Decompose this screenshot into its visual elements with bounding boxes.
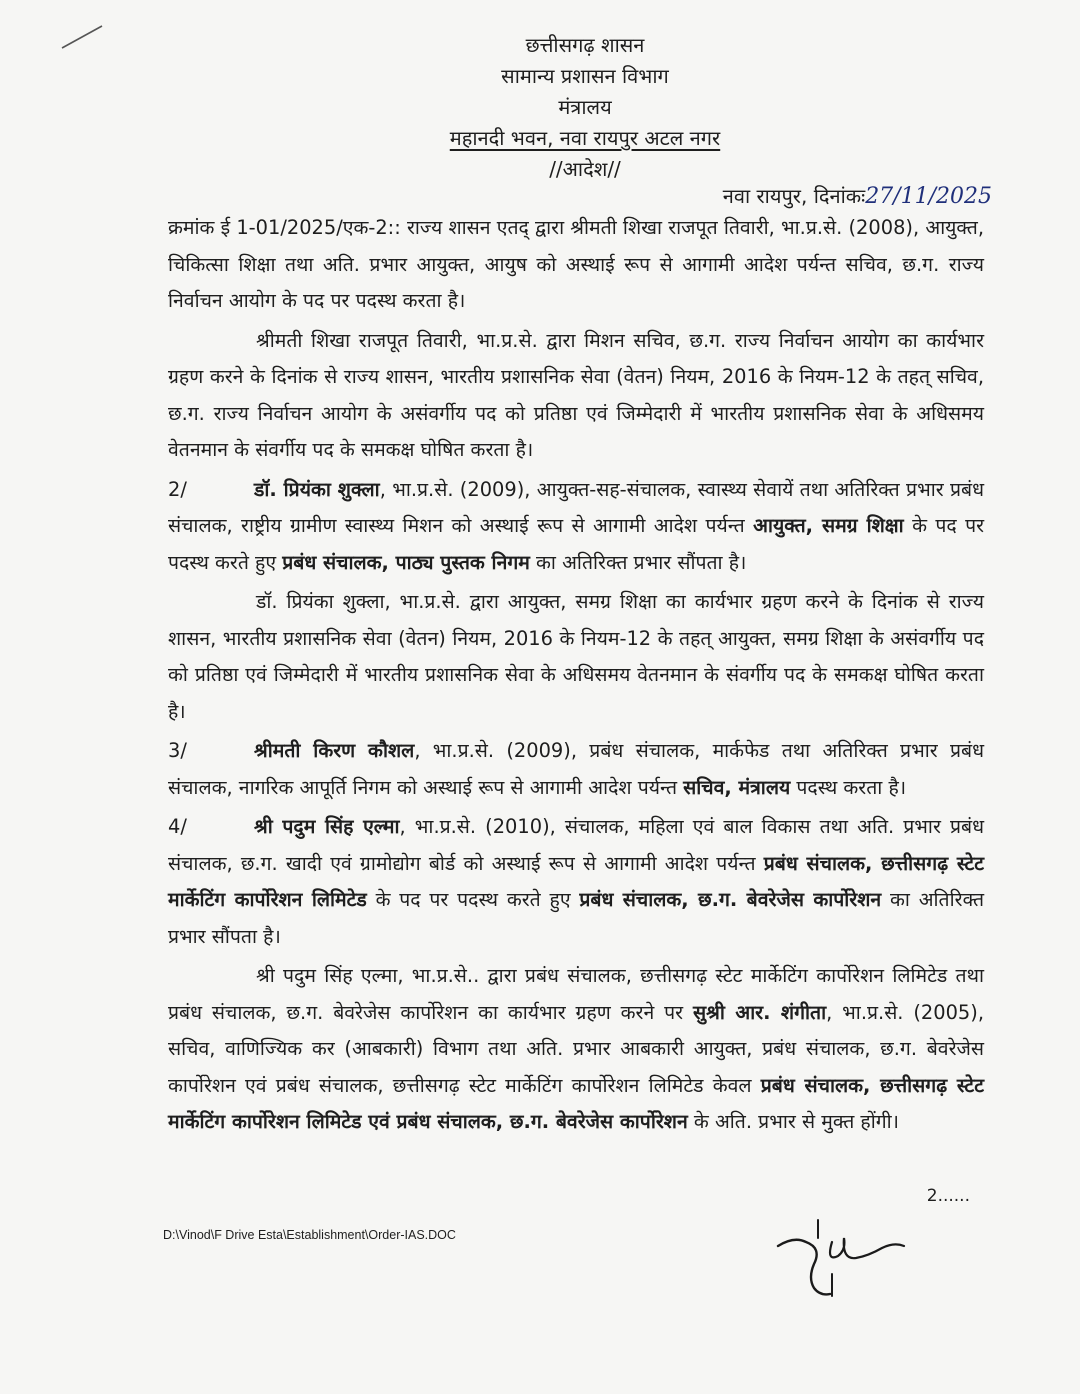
paragraph-number: 4/: [168, 815, 187, 838]
handwritten-date: 27/11/2025: [865, 184, 992, 209]
office-address: महानदी भवन, नवा रायपुर अटल नगर: [449, 126, 721, 150]
paragraph-2: 2/ डॉ. प्रियंका शुक्ला, भा.प्र.से. (2009), आयुक्त-सह-संचालक, स्वास्थ्य सेवायें तथा अतिरिक्त प्रभार प्रबंध संचालक, राष्ट्रीय ग्रामीण स्वास्थ्य मिशन को अस्थाई रूप से आगामी आदेश पर्यन्त आयुक्त, समग्र शिक्षा के पद पर पदस्थ करते हुए प्रबंध संचालक, पाठ्य पुस्तक निगम का अतिरिक्त प्रभार सौंपता है।: [168, 472, 984, 582]
department-name: सामान्य प्रशासन विभाग: [501, 64, 669, 88]
paragraph-number: 3/: [168, 739, 187, 762]
relieved-charge: प्रबंध संचालक, छत्तीसगढ़ स्टेट मार्केटिंग कार्पोरेशन लिमिटेड एवं प्रबंध संचालक, छ.ग. बेवरेजेस कार्पोरेशन: [168, 1073, 984, 1133]
dateline: [723, 182, 992, 209]
officer-name: श्रीमती किरण कौशल: [254, 739, 415, 762]
paragraph-1: क्रमांक ई 1-01/2025/एक-2:: राज्य शासन एतद् द्वारा श्रीमती शिखा राजपूत तिवारी, भा.प्र.से. (2008), आयुक्त, चिकित्सा शिक्षा तथा अति. प्रभार आयुक्त, आयुष को अस्थाई रूप से आगामी आदेश पर्यन्त सचिव, छ.ग. राज्य निर्वाचन आयोग के पद पर पदस्थ करता है।: [168, 216, 985, 312]
additional-charge: प्रबंध संचालक, छ.ग. बेवरेजेस कार्पोरेशन: [579, 888, 882, 911]
order-body: [168, 210, 984, 1144]
file-path: D:\Vinod\F Drive Esta\Establishment\Order-IAS.DOC: [163, 1228, 456, 1242]
government-name: छत्तीसगढ़ शासन: [525, 33, 645, 57]
order-title: //आदेश//: [549, 157, 621, 181]
paragraph-1b: श्रीमती शिखा राजपूत तिवारी, भा.प्र.से. द्वारा मिशन सचिव, छ.ग. राज्य निर्वाचन आयोग का कार्यभार ग्रहण करने के दिनांक से राज्य शासन, भारतीय प्रशासनिक सेवा (वेतन) नियम, 2016 के नियम-12 के तहत् सचिव, छ.ग. राज्य निर्वाचन आयोग के असंवर्गीय पद को प्रतिष्ठा एवं जिम्मेदारी में भारतीय प्रशासनिक सेवा के अधिसमय वेतनमान के संवर्गीय पद के समकक्ष घोषित करता है।: [168, 328, 984, 461]
officer-name: श्री पदुम सिंह एल्मा: [254, 815, 400, 838]
order-reference: क्रमांक ई 1-01/2025/एक-2::: [168, 216, 401, 239]
paragraph-4b: श्री पदुम सिंह एल्मा, भा.प्र.से.. द्वारा प्रबंध संचालक, छत्तीसगढ़ स्टेट मार्केटिंग कार्पोरेशन लिमिटेड तथा प्रबंध संचालक, छ.ग. बेवरेजेस कार्पोरेशन का कार्यभार ग्रहण करने पर सुश्री आर. शंगीता, भा.प्र.से. (2005), सचिव, वाणिज्यिक कर (आबकारी) विभाग तथा अति. प्रभार आबकारी आयुक्त, प्रबंध संचालक, छ.ग. बेवरेजेस कार्पोरेशन एवं प्रबंध संचालक, छत्तीसगढ़ स्टेट मार्केटिंग कार्पोरेशन लिमिटेड केवल प्रबंध संचालक, छत्तीसगढ़ स्टेट मार्केटिंग कार्पोरेशन लिमिटेड एवं प्रबंध संचालक, छ.ग. बेवरेजेस कार्पोरेशन के अति. प्रभार से मुक्त होंगी।: [168, 964, 984, 1133]
additional-charge: प्रबंध संचालक, पाठ्य पुस्तक निगम: [282, 550, 530, 574]
posting: आयुक्त, समग्र शिक्षा: [753, 514, 904, 537]
letterhead: [300, 30, 870, 185]
paragraph-4: 4/ श्री पदुम सिंह एल्मा, भा.प्र.से. (2010), संचालक, महिला एवं बाल विकास तथा अति. प्रभार प्रबंध संचालक, छ.ग. खादी एवं ग्रामोद्योग बोर्ड को अस्थाई रूप से आगामी आदेश पर्यन्त प्रबंध संचालक, छत्तीसगढ़ स्टेट मार्केटिंग कार्पोरेशन लिमिटेड के पद पर पदस्थ करते हुए प्रबंध संचालक, छ.ग. बेवरेजेस कार्पोरेशन का अतिरिक्त प्रभार सौंपता है।: [168, 809, 984, 955]
next-page-marker: 2......: [926, 1186, 970, 1206]
posting: प्रबंध संचालक, छत्तीसगढ़ स्टेट मार्केटिंग कार्पोरेशन लिमिटेड: [168, 851, 984, 911]
paragraph-number: 2/: [168, 477, 187, 501]
pen-stroke-mark: [58, 22, 108, 52]
posting: सचिव, मंत्रालय: [683, 775, 791, 799]
paragraph-2b: डॉ. प्रियंका शुक्ला, भा.प्र.से. द्वारा आयुक्त, समग्र शिक्षा का कार्यभार ग्रहण करने के दिनांक से राज्य शासन, भारतीय प्रशासनिक सेवा (वेतन) नियम, 2016 के नियम-12 के तहत् आयुक्त, समग्र शिक्षा के असंवर्गीय पद को प्रतिष्ठा एवं जिम्मेदारी में भारतीय प्रशासनिक सेवा के अधिसमय वेतनमान के संवर्गीय पद के समकक्ष घोषित करता है।: [168, 590, 984, 723]
place-label: नवा रायपुर, दिनांकः: [722, 184, 866, 208]
ministry-name: मंत्रालय: [558, 95, 612, 119]
signature: [770, 1216, 920, 1298]
officer-name: डॉ. प्रियंका शुक्ला: [254, 477, 380, 501]
paragraph-3: 3/ श्रीमती किरण कौशल, भा.प्र.से. (2009), प्रबंध संचालक, मार्कफेड तथा अतिरिक्त प्रभार प्रबंध संचालक, नागरिक आपूर्ति निगम को अस्थाई रूप से आगामी आदेश पर्यन्त सचिव, मंत्रालय पदस्थ करता है।: [168, 733, 984, 806]
officer-name: सुश्री आर. शंगीता: [692, 1000, 827, 1024]
